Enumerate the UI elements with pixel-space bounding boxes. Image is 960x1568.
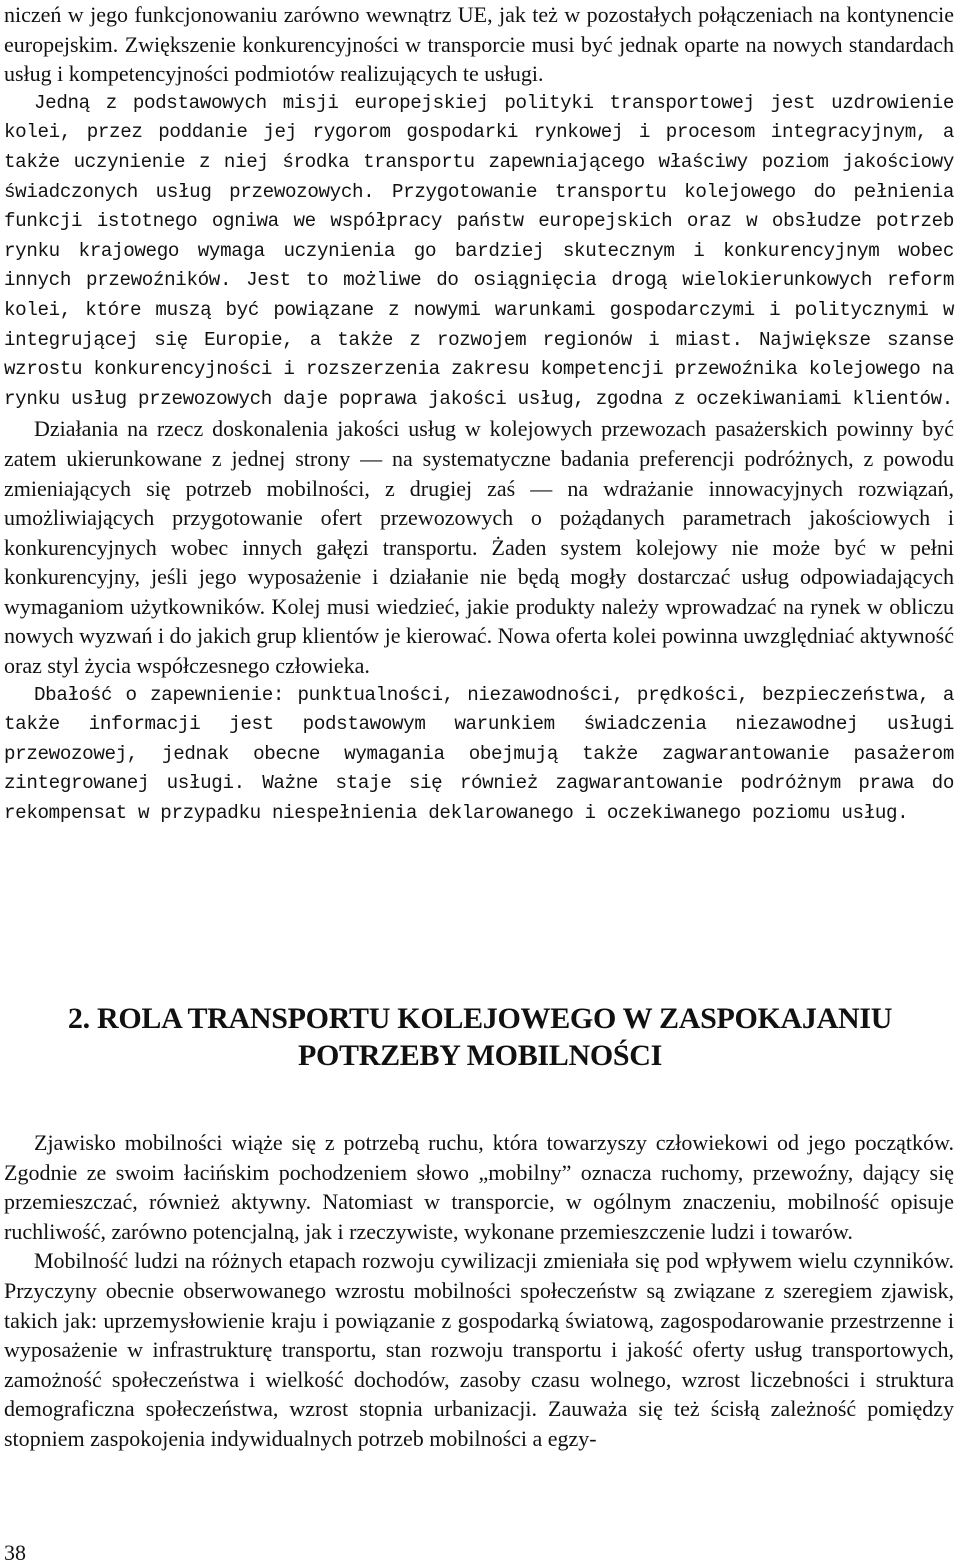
page-number: 38 <box>4 1540 26 1565</box>
paragraph-quality-actions: Działania na rzecz doskonalenia jakości usług w kolejowych przewozach pasażerskich powinny być zatem ukierunkowane z jednej strony — na systematyczne badania preferencji podróżnych, z powodu zmieniających się potrzeb mobilności, z drugiej zaś — na wdrażanie innowacyjnych rozwiązań, umożliwiających przygotowanie ofert przewozowych o pożądanych parametrach jakościowych i konkurencyjnych wobec innych gałęzi transportu. Żaden system kolejowy nie może być w pełni konkurencyjny, jeśli jego wyposażenie i działanie nie będą mogły dostarczać usług odpowiadających wymaganiom użytkowników. Kolej musi wiedzieć, jakie produkty należy wprowadzać na rynek w obliczu nowych wyzwań i do jakich grup klientów je kierować. Nowa oferta kolei powinna uwzględniać aktywność oraz styl życia współczesnego człowieka. <box>4 416 954 679</box>
body-text-bottom <box>4 1128 954 1454</box>
paragraph-reliability: Dbałość o zapewnienie: punktualności, niezawodności, prędkości, bezpieczeństwa, a także informacji jest podstawowym warunkiem świadczenia niezawodnej usługi przewozowej, jednak obecne wymagania obejmują także zagwarantowanie pasażerom zintegrowanej usługi. Ważne staje się również zagwarantowanie podróżnym prawa do rekompensat w przypadku niespełnienia deklarowanego i oczekiwanego poziomu usług. <box>4 683 954 825</box>
paragraph-continuation: niczeń w jego funkcjonowaniu zarówno wewnątrz UE, jak też w pozostałych połączeniach na kontynencie europejskim. Zwiększenie konkurencyjności w transporcie musi być jednak oparte na nowych standardach usług i kompetencyjności podmiotów realizujących te usługi. <box>4 2 954 87</box>
section-heading <box>0 1000 960 1074</box>
paragraph-rail-mission: Jedną z podstawowych misji europejskiej polityki transportowej jest uzdrowienie kolei, przez poddanie jej rygorom gospodarki rynkowej i procesom integracyjnym, a także uczynienie z niej środka transportu zapewniającego właściwy poziom jakościowy świadczonych usług przewozowych. Przygotowanie transportu kolejowego do pełnienia funkcji istotnego ogniwa we współpracy państw europejskich oraz w obsłudze potrzeb rynku krajowego wymaga uczynienia go bardziej skutecznym i konkurencyjnym wobec innych przewoźników. Jest to możliwe do osiągnięcia drogą wielokierunkowych reform kolei, które muszą być powiązane z nowymi warunkami gospodarczymi i politycznymi w integrującej się Europie, a także z rozwojem regionów i miast. Największe szanse wzrostu konkurencyjności i rozszerzenia zakresu kompetencji przewoźnika kolejowego na rynku usług przewozowych daje poprawa jakości usług, zgodna z oczekiwaniami klientów. <box>4 91 954 410</box>
section-heading-line-2: POTRZEBY MOBILNOŚCI <box>297 1039 663 1072</box>
section-heading-line-1: 2. ROLA TRANSPORTU KOLEJOWEGO W ZASPOKAJANIU <box>67 1002 893 1035</box>
paragraph-mobility-definition: Zjawisko mobilności wiąże się z potrzebą ruchu, która towarzyszy człowiekowi od jego początków. Zgodnie ze swoim łacińskim pochodzeniem słowo „mobilny” oznacza ruchomy, przewoźny, dający się przemieszczać, również aktywny. Natomiast w transporcie, w ogólnym znaczeniu, mobilność opisuje ruchliwość, zarówno potencjalną, jak i rzeczywiste, wykonane przemieszczenie ludzi i towarów. <box>4 1130 954 1244</box>
body-text-top <box>4 0 954 829</box>
paragraph-mobility-factors: Mobilność ludzi na różnych etapach rozwoju cywilizacji zmieniała się pod wpływem wielu czynników. Przyczyny obecnie obserwowanego wzrostu mobilności społeczeństw są związane z szeregiem zjawisk, takich jak: uprzemysłowienie kraju i powiązanie z gospodarką światową, zagospodarowanie przestrzenne i wyposażenie w infrastrukturę transportu, stan rozwoju transportu i jakość oferty usług transportowych, zamożność społeczeństwa i wielkość dochodów, zasoby czasu wolnego, wzrost liczebności i struktura demograficzna społeczeństwa, wzrost stopnia urbanizacji. Zauważa się też ścisłą zależność pomiędzy stopniem zaspokojenia indywidualnych potrzeb mobilności a egzy- <box>4 1248 954 1451</box>
